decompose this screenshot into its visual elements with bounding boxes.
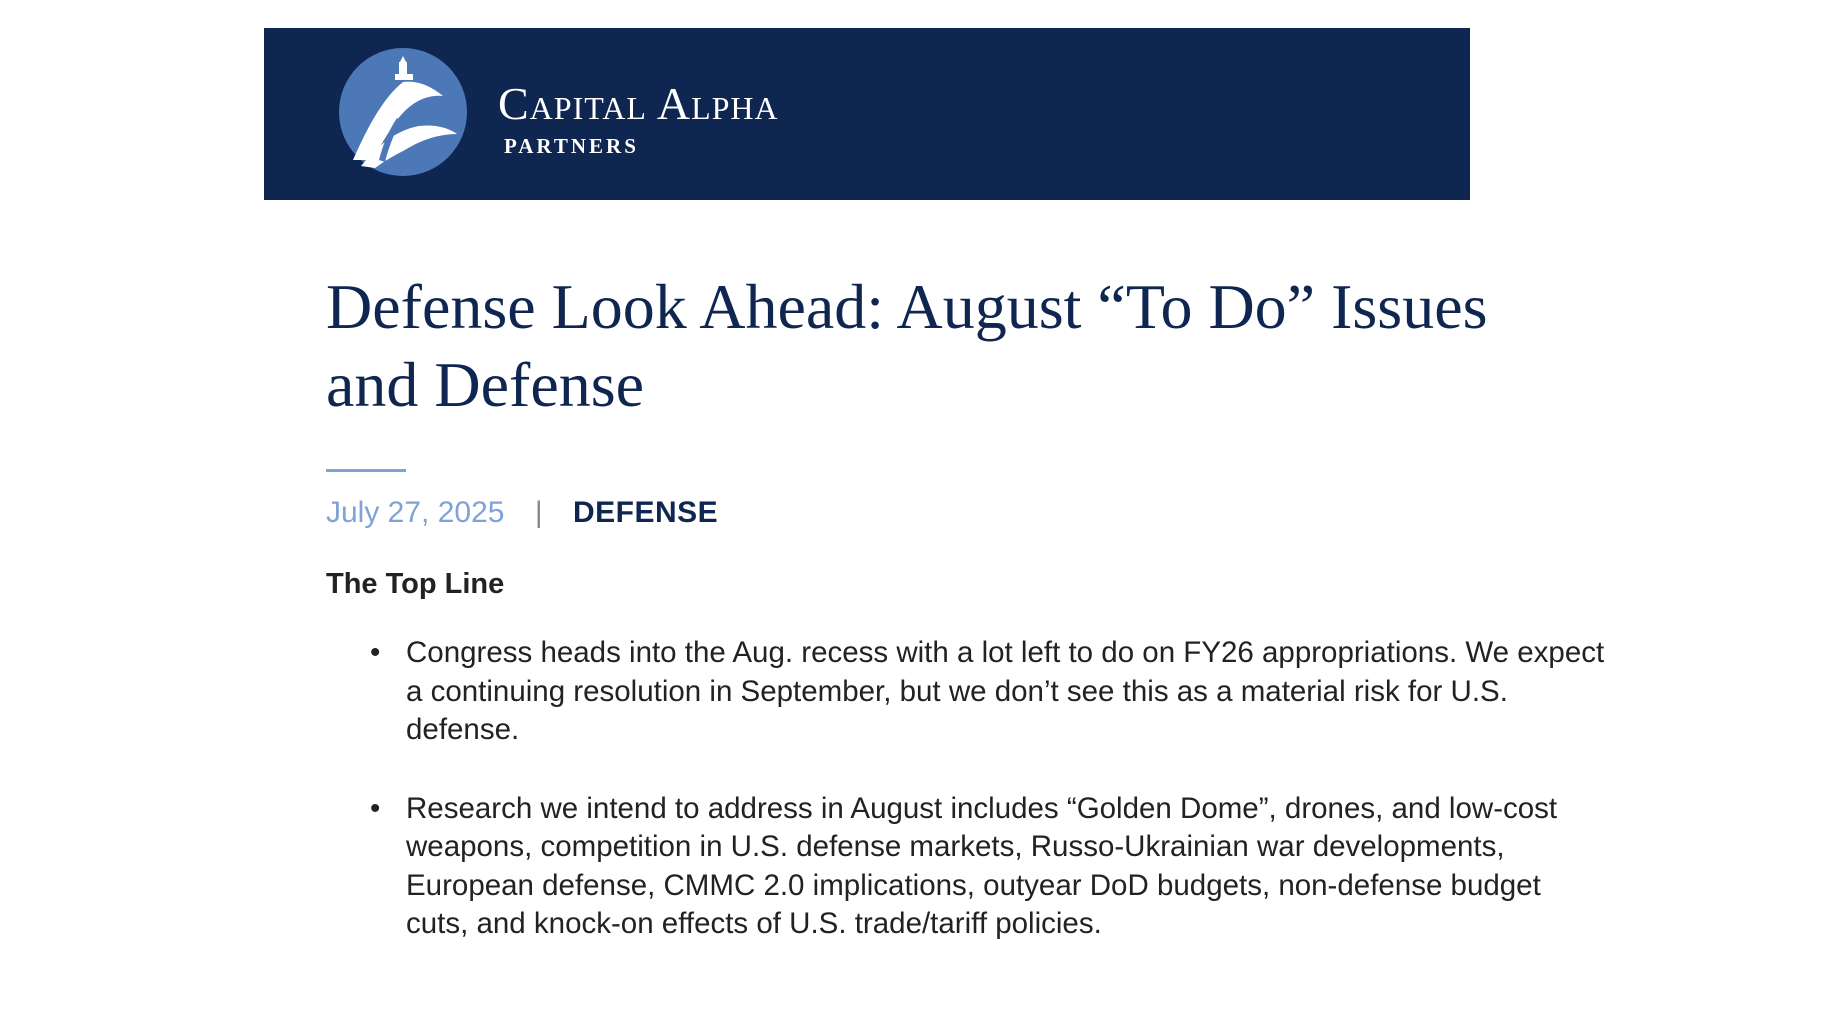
article-date: July 27, 2025 — [326, 496, 505, 529]
brand-logo-text — [498, 78, 779, 158]
list-item-text: Research we intend to address in August includes “Golden Dome”, drones, and low-cost weapons, competition in U.S. defense markets, Russo-Ukrainian war developments, European defense, CMMC 2.0 implications, outyear DoD budgets, non-defense budget cuts, and knock-on effects of U.S. trade/tariff policies. — [406, 791, 1558, 940]
article-category: DEFENSE — [572, 496, 719, 529]
article-meta — [326, 494, 718, 532]
brand-name: Capital Alpha — [498, 78, 779, 129]
bullet-icon: • — [370, 791, 381, 825]
list-item-text: Congress heads into the Aug. recess with a lot left to do on FY26 appropriations. We expect a continuing resolution in September, but we don’t see this as a material risk for U.S. defense. — [406, 636, 1605, 746]
top-line-list — [326, 634, 1626, 984]
capitol-dome-logo-icon — [339, 48, 467, 176]
header-banner — [264, 28, 1470, 200]
list-item — [326, 634, 1626, 750]
brand-subtitle: PARTNERS — [504, 134, 639, 158]
article-title: Defense Look Ahead: August “To Do” Issues and Defense — [326, 271, 1488, 420]
section-heading: The Top Line — [326, 568, 505, 600]
accent-rule — [326, 469, 406, 472]
meta-separator: | — [534, 496, 543, 529]
list-item — [326, 790, 1626, 944]
bullet-icon: • — [370, 636, 381, 669]
